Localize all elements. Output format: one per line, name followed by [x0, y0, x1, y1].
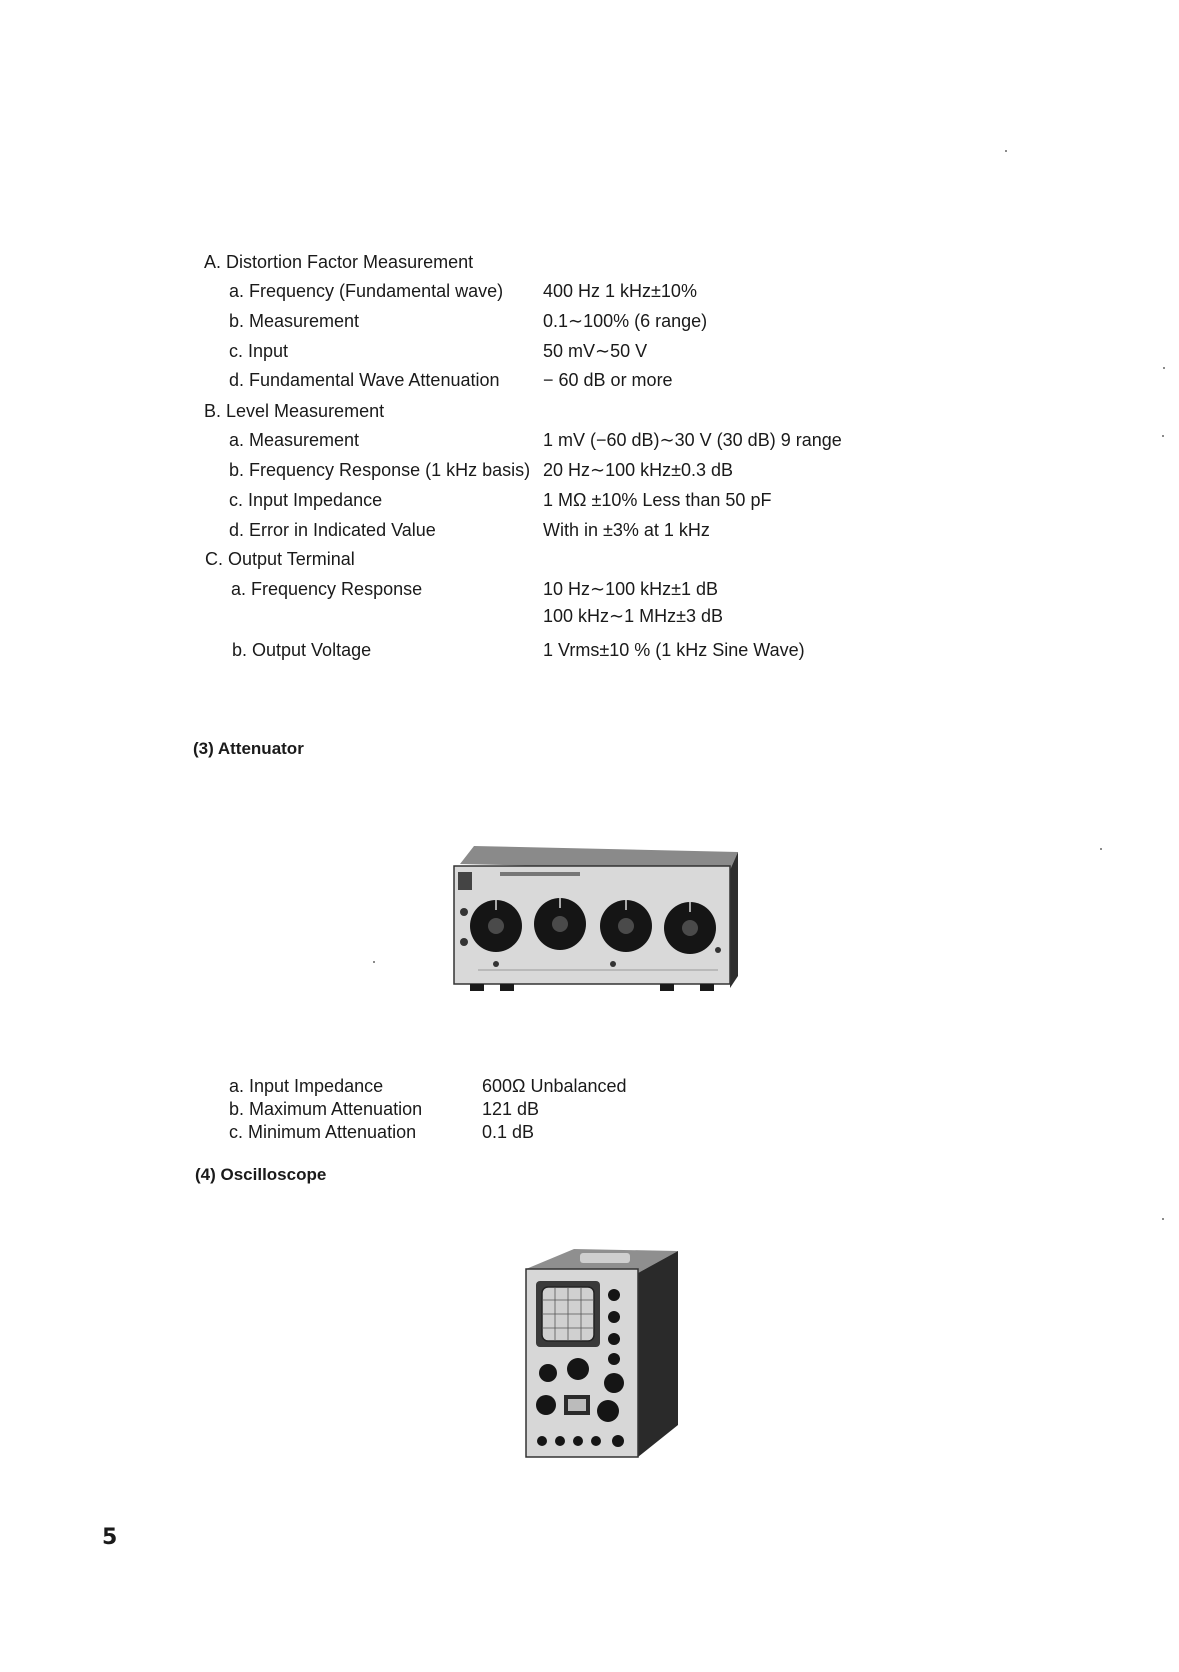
spec-value: 1 mV (−60 dB)∼30 V (30 dB) 9 range: [543, 430, 842, 450]
scan-speck: [1162, 435, 1164, 437]
scan-speck: [1100, 848, 1102, 850]
spec-value: 1 Vrms±10 % (1 kHz Sine Wave): [543, 640, 805, 660]
attenuator-knob: [600, 900, 652, 952]
spec-label: d. Error in Indicated Value: [229, 520, 436, 540]
spec-label: b. Measurement: [229, 311, 360, 331]
attenuator-spec-value: 600Ω Unbalanced: [482, 1076, 627, 1096]
scan-speck: [1162, 1218, 1164, 1220]
spec-value: 1 MΩ ±10% Less than 50 pF: [543, 490, 772, 510]
spec-label: c. Input: [229, 341, 289, 361]
spec-label: a. Frequency Response: [231, 579, 423, 599]
section-title-oscilloscope: (4) Oscilloscope: [195, 1165, 327, 1184]
spec-label: d. Fundamental Wave Attenuation: [229, 370, 500, 390]
oscilloscope-photo: [518, 1245, 682, 1460]
spec-label: a. Measurement: [229, 430, 360, 450]
attenuator-spec-label: b. Maximum Attenuation: [229, 1099, 423, 1119]
spec-label: a. Frequency (Fundamental wave): [229, 281, 504, 301]
scan-speck: [373, 961, 375, 963]
spec-heading-c: C. Output Terminal: [205, 549, 355, 569]
spec-heading-b: B. Level Measurement: [204, 401, 385, 421]
attenuator-spec-value: 0.1 dB: [482, 1122, 535, 1142]
spec-value: 400 Hz 1 kHz±10%: [543, 281, 697, 301]
section-title-attenuator: (3) Attenuator: [193, 739, 304, 758]
spec-value: 50 mV∼50 V: [543, 341, 648, 361]
attenuator-spec-label: a. Input Impedance: [229, 1076, 384, 1096]
attenuator-knob: [664, 902, 716, 954]
spec-label: b. Output Voltage: [232, 640, 372, 660]
page-number: 5: [102, 1525, 118, 1550]
spec-value: 20 Hz∼100 kHz±0.3 dB: [543, 460, 734, 480]
spec-value: 0.1∼100% (6 range): [543, 311, 708, 331]
spec-value: − 60 dB or more: [543, 370, 673, 390]
spec-heading-a: A. Distortion Factor Measurement: [204, 252, 474, 272]
spec-value: 10 Hz∼100 kHz±1 dB: [543, 579, 719, 599]
attenuator-spec-label: c. Minimum Attenuation: [229, 1122, 417, 1142]
attenuator-knob: [534, 898, 586, 950]
scan-speck: [1005, 150, 1007, 152]
spec-value: With in ±3% at 1 kHz: [543, 520, 710, 540]
attenuator-knob: [470, 900, 522, 952]
spec-label: b. Frequency Response (1 kHz basis): [229, 460, 531, 480]
spec-value-secondary: 100 kHz∼1 MHz±3 dB: [543, 606, 724, 626]
scan-speck: [1163, 367, 1165, 369]
attenuator-spec-value: 121 dB: [482, 1099, 540, 1119]
attenuator-photo: [448, 842, 740, 994]
spec-label: c. Input Impedance: [229, 490, 383, 510]
